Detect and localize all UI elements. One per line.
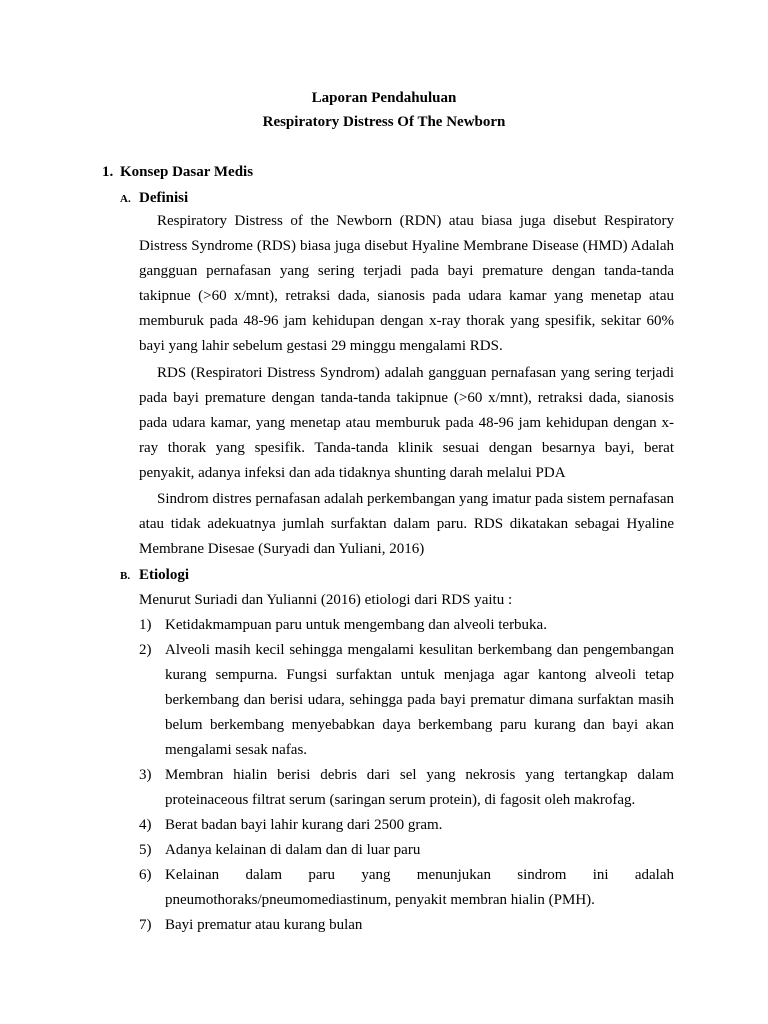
list-item	[139, 613, 674, 638]
list-item-number: 3)	[139, 767, 152, 783]
subsection-letter: A.	[120, 193, 131, 205]
list-item-number: 4)	[139, 817, 152, 833]
section-number: 1.	[102, 164, 114, 180]
list-item-text: Adanya kelainan di dalam dan di luar paru	[165, 842, 421, 858]
list-item-number: 2)	[139, 642, 152, 658]
list-item-text: Membran hialin berisi debris dari sel yang nekrosis yang tertangkap dalam proteinaceous filtrat serum (saringan serum protein), di fagosit oleh makrofag.	[165, 767, 674, 808]
document-title: Laporan Pendahuluan	[311, 90, 457, 106]
subsection-letter: B.	[120, 570, 131, 582]
list-item	[139, 863, 674, 913]
subsection-title: Etiologi	[139, 567, 190, 583]
document-subtitle: Respiratory Distress Of The Newborn	[262, 114, 506, 130]
list-item-text: Bayi prematur atau kurang bulan	[165, 917, 363, 933]
definition-paragraph-3: Sindrom distres pernafasan adalah perkembangan yang imatur pada sistem pernafasan atau tidak adekuatnya jumlah surfaktan dalam paru. RDS dikatakan sebagai Hyaline Membrane Disesae (Suryadi dan Yuliani, 2016)	[139, 491, 674, 557]
list-item-number: 6)	[139, 867, 152, 883]
subsection-heading-etiologi	[0, 565, 768, 585]
list-item-text: Berat badan bayi lahir kurang dari 2500 gram.	[165, 817, 443, 833]
definition-paragraph-1: Respiratory Distress of the Newborn (RDN) atau biasa juga disebut Respiratory Distress Syndrome (RDS) biasa juga disebut Hyaline Membrane Disease (HMD) Adalah gangguan pernafasan yang sering terjadi pada bayi premature dengan tanda-tanda takipnue (>60 x/mnt), retraksi dada, sianosis pada udara kamar yang menetap atau memburuk pada 48-96 jam kehidupan dengan x-ray thorak yang spesifik, sekitar 60% bayi yang lahir sebelum gestasi 29 minggu mengalami RDS.	[139, 213, 674, 354]
list-item-number: 7)	[139, 917, 152, 933]
section-title: Konsep Dasar Medis	[120, 164, 254, 180]
list-item-number: 5)	[139, 842, 152, 858]
list-item-number: 1)	[139, 617, 152, 633]
definition-paragraph-2: RDS (Respiratori Distress Syndrom) adalah gangguan pernafasan yang sering terjadi pada bayi premature dengan tanda-tanda takipnue (>60 x/mnt), retraksi dada, sianosis pada udara kamar, yang menetap atau memburuk pada 48-96 jam kehidupan dengan x-ray thorak yang spesifik. Tanda-tanda klinik sesuai dengan besarnya bayi, berat penyakit, adanya infeksi dan ada tidaknya shunting darah melalui PDA	[139, 365, 674, 481]
list-item	[139, 638, 674, 763]
list-item-text: Alveoli masih kecil sehingga mengalami kesulitan berkembang dan pengembangan kurang sempurna. Fungsi surfaktan untuk menjaga agar kantong alveoli tetap berkembang dan berisi udara, sehingga pada bayi prematur dimana surfaktan masih belum berkembang menyebabkan daya berkembang paru kurang dan bayi akan mengalami sesak nafas.	[165, 642, 674, 758]
subsection-heading-definisi	[0, 188, 768, 208]
etiology-intro: Menurut Suriadi dan Yulianni (2016) etiologi dari RDS yaitu :	[139, 592, 513, 608]
list-item	[139, 913, 674, 938]
list-item	[139, 763, 674, 813]
list-item	[139, 813, 674, 838]
etiology-list	[139, 613, 674, 938]
subsection-title: Definisi	[139, 190, 189, 206]
section-heading	[0, 162, 768, 182]
list-item-text: Ketidakmampuan paru untuk mengembang dan alveoli terbuka.	[165, 617, 547, 633]
list-item	[139, 838, 674, 863]
list-item-text: Kelainan dalam paru yang menunjukan sindrom ini adalah pneumothoraks/pneumomediastinum, penyakit membran hialin (PMH).	[165, 867, 674, 908]
